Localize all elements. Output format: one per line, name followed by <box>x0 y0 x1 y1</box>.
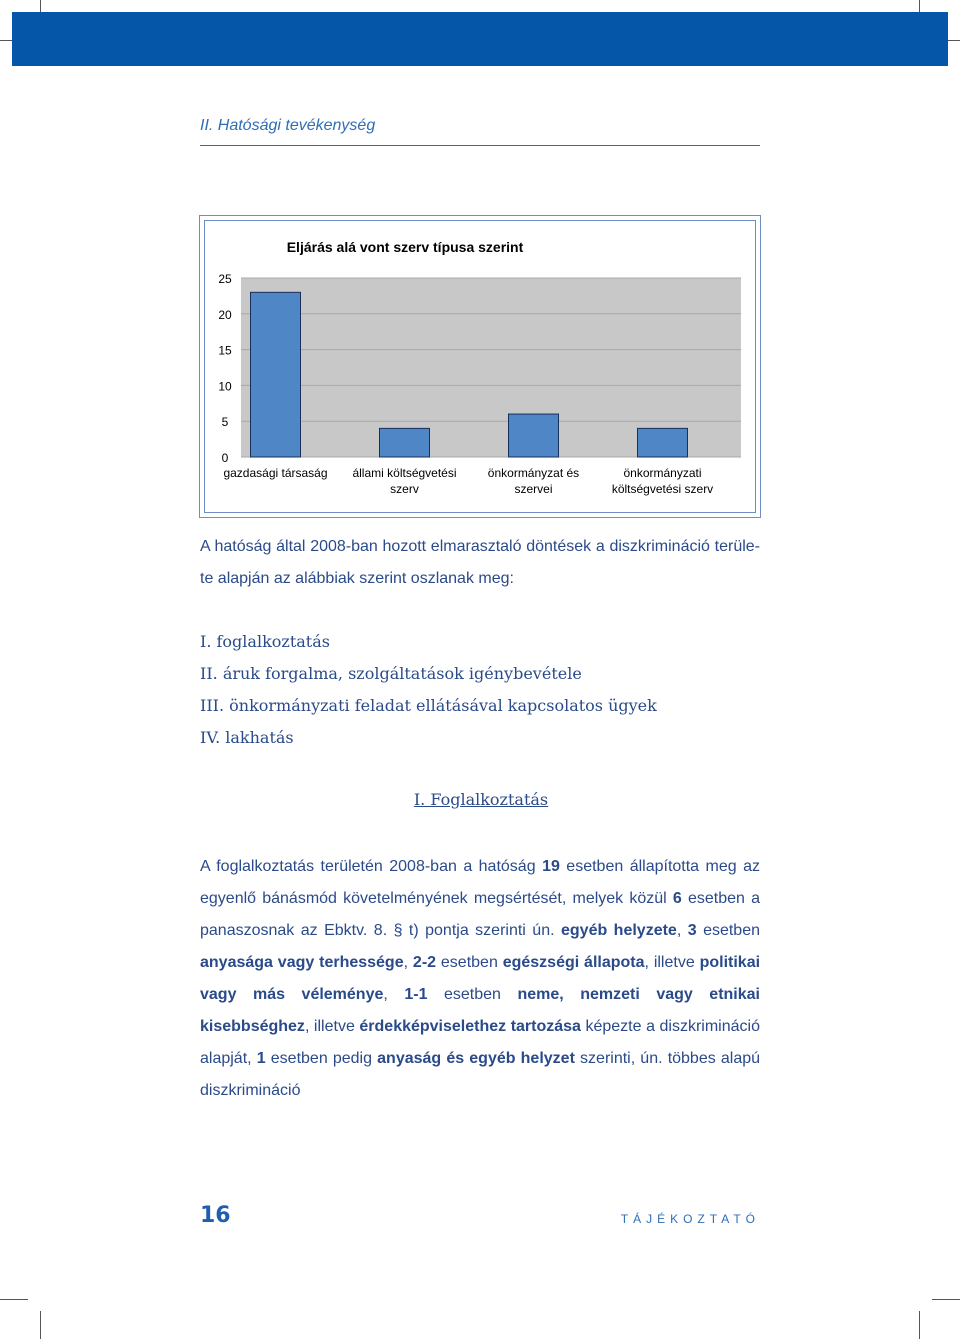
list-item: II. áruk forgalma, szolgáltatások igénybevétele <box>200 664 582 683</box>
x-tick-label: költségvetési szerv <box>611 482 714 496</box>
discrimination-area-list <box>200 626 657 754</box>
body-text: , illetve <box>304 1018 360 1035</box>
x-tick-label: állami költségvetési <box>352 466 457 480</box>
body-text: , <box>676 922 688 939</box>
x-tick-label: önkormányzati <box>623 466 702 480</box>
crop-mark <box>0 1299 28 1300</box>
crop-mark <box>919 1311 920 1339</box>
section-title: II. Hatósági tevékenység <box>200 117 376 134</box>
list-item: IV. lakhatás <box>200 728 294 747</box>
body-text: esetben pedig <box>265 1050 378 1067</box>
header-rule <box>200 145 760 146</box>
body-emphasis: 3 <box>687 922 697 939</box>
x-tick-label: önkormányzat és <box>487 466 580 480</box>
body-emphasis: anyasága vagy terhessége <box>200 954 404 971</box>
body-text: , <box>403 954 413 971</box>
bar <box>251 292 301 457</box>
body-emphasis: anyaság és egyéb helyzet <box>377 1050 575 1067</box>
body-emphasis: 2-2 <box>412 954 437 971</box>
subheading <box>0 790 960 809</box>
body-emphasis: 6 <box>672 890 682 907</box>
crop-mark <box>40 1311 41 1339</box>
chart-area <box>204 220 756 513</box>
page-number: 16 <box>200 1203 231 1228</box>
chart-frame <box>199 215 761 518</box>
body-text: esetben <box>436 954 503 971</box>
y-tick-label: 15 <box>218 343 232 358</box>
x-tick-label: szervei <box>514 482 553 496</box>
bar <box>380 428 430 457</box>
body-text: esetben <box>427 986 518 1003</box>
x-tick-label: szerv <box>390 482 419 496</box>
y-tick-label: 0 <box>221 451 229 465</box>
body-text: , <box>383 986 405 1003</box>
y-tick-label: 20 <box>218 307 232 322</box>
body-text: esetben <box>696 922 761 939</box>
body-emphasis: neme, nemzeti vagy etnikai kisebbséghez <box>200 986 760 1035</box>
body-text: szerinti, ún. többes alapú diszkrimináció <box>200 1050 761 1099</box>
y-tick-label: 5 <box>221 415 229 430</box>
body-emphasis: 19 <box>542 858 560 875</box>
bar <box>509 414 559 457</box>
bar <box>638 428 688 457</box>
body-text: A foglalkoztatás területén 2008-ban a hatóság <box>200 858 543 875</box>
list-item: III. önkormányzati feladat ellátásával kapcsolatos ügyek <box>200 696 657 715</box>
y-tick-label: 10 <box>218 379 232 394</box>
footer-label: TÁJÉKOZTATÓ <box>620 1212 760 1226</box>
chart-title: Eljárás alá vont szerv típusa szerint <box>286 239 524 255</box>
body-paragraph <box>200 851 760 1107</box>
subheading-text: I. Foglalkoztatás <box>413 790 549 809</box>
body-text: esetben a panaszosnak az Ebktv. 8. § t) pontja szerinti ún. <box>200 890 760 939</box>
body-emphasis: 1-1 <box>404 986 428 1003</box>
x-tick-label: gazdasági társaság <box>223 466 328 480</box>
body-emphasis: egészségi állapota <box>502 954 645 971</box>
body-text: , illetve <box>644 954 700 971</box>
body-text: esetben állapította meg az egyenlő bánásmód követelményének megsértését, melyek közül <box>200 858 761 907</box>
body-emphasis: érdekképviselethez tartozása <box>359 1018 581 1035</box>
body-text: képezte a diszkrimináció alapját, <box>200 1018 760 1067</box>
body-emphasis: 1 <box>256 1050 266 1067</box>
y-tick-label: 25 <box>218 272 232 286</box>
bar-chart <box>205 221 757 514</box>
body-emphasis: politikai vagy más véleménye <box>200 954 761 1003</box>
intro-paragraph: A hatóság által 2008-ban hozott elmarasztaló döntések a diszkrimináció területe alapján az alábbiak szerint oszlanak meg: <box>200 538 760 587</box>
body-emphasis: egyéb helyzete <box>561 922 677 939</box>
header-bar <box>12 12 948 66</box>
list-item: I. foglalkoztatás <box>200 632 330 651</box>
crop-mark <box>932 1299 960 1300</box>
